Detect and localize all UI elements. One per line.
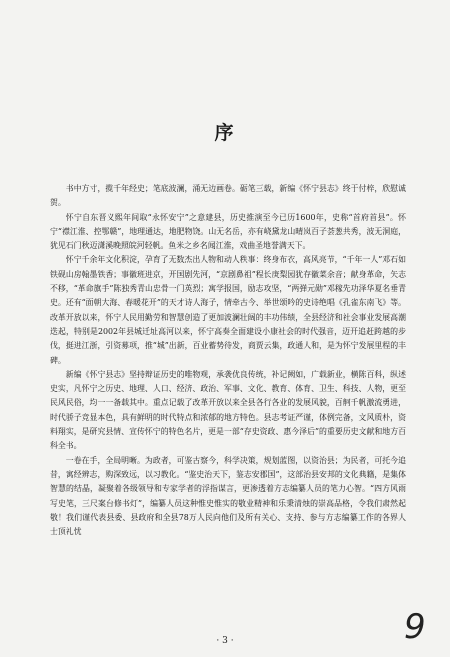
paragraph-1: 书中方寸，揽千年经史；笔底波澜，涌无边画卷。砺笔三载，新编《怀宁县志》终于付梓，欣慰诚贺。 — [50, 184, 406, 208]
page-number: · 3 · — [216, 636, 234, 646]
body-text — [50, 182, 406, 539]
paragraph-4: 新编《怀宁县志》坚持辩证历史的唯物观，承袭优良传统，补记阙如，广载新业，横陈百科，纵述史实，凡怀宁之历史、地理、人口、经济、政治、军事、文化、教育、体育、卫生、科技、人物，更至民风民俗，均一一备载其中。重点记载了改革开放以来全县各行各业的发展风貌，百舸千帆激流勇进，时代骄子竞显本色，具有鲜明的时代特点和浓郁的地方特色。县志考证严谨，体例完备，文风质朴，资料翔实，是研究县情、宣传怀宁的特色名片，更是一部“存史资政、惠今泽后”的重要历史文献和地方百科全书。 — [50, 369, 406, 451]
handwritten-mark: 9 — [404, 607, 426, 647]
paragraph-2: 怀宁自东晋义熙年间取“永怀安宁”之意建县，历史推演至今已历1600年，史称“首府首县”。怀宁“襟江淮、控鄂赣”，地理通达，地肥物饶。山无名岳，亦有峣黛龙山晴岚百子荟葱共秀，波无洞庭，犹见石门秋迈潇溪晚照皖河轻帆。鱼米之乡名闻江淮，戏曲圣地誉满天下。 — [50, 212, 406, 251]
paragraph-3: 怀宁千余年文化积淀，孕育了无数杰出人物和动人秩事：终身布衣，高风亮节，“千年一人”邓石如铁砚山房翰墨铁香；事徽班进京，开国剧先河，“京剧鼻祖”程长庚梨园犹存徽菜余音；献身革命，矢志不移，“革命旗手”陈独秀青山忠骨一门英烈；寓学报国，励志攻坚，“两弹元勋”邓稼先功泽华夏名垂青史。还有“面朝大海、春暖花开”的天才诗人海子，情牵古今、举世颂吟的史诗绝唱《孔雀东南飞》等。改革开放以来，怀宁人民用勤劳和智慧创造了更加波澜壮阔的丰功伟绩，全县经济和社会事业发展高潮迭起，特别是2002年县城迁址高河以来，怀宁高奏全面建设小康社会的时代强音，迈开追赶跨越的步伐，挺进江浙，引资募项，推“城”出新，百业蓄势待发，商贾云集，政通人和，是为怀宁发展里程的丰碑。 — [50, 255, 406, 365]
paragraph-5: 一卷在手，全局明晰。为政者，可鉴古察今，科学决策，规划蓝图，以资治县；为民者，可托今追昔，寓经辨志，购深致远，以习教化。“鉴史治天下，鉴志安郡国”，这部治县安邦的文化典籍，是集体智慧的结晶，凝聚着各级领导和专家学者的浮指谋言，更渗透着方志编纂人员的笔力心智。“四方风雨写史笔，三尺案台修书灯”，编纂人员这种惟史惟实的敬业精神和乐秉清烛的崇高品格，令我们肃然起敬！我们谨代表县委、县政府和全县78万人民向他们及所有关心、支持、参与方志编纂工作的各界人士顶礼忧 — [50, 455, 406, 537]
page-title: 序 — [214, 122, 236, 144]
